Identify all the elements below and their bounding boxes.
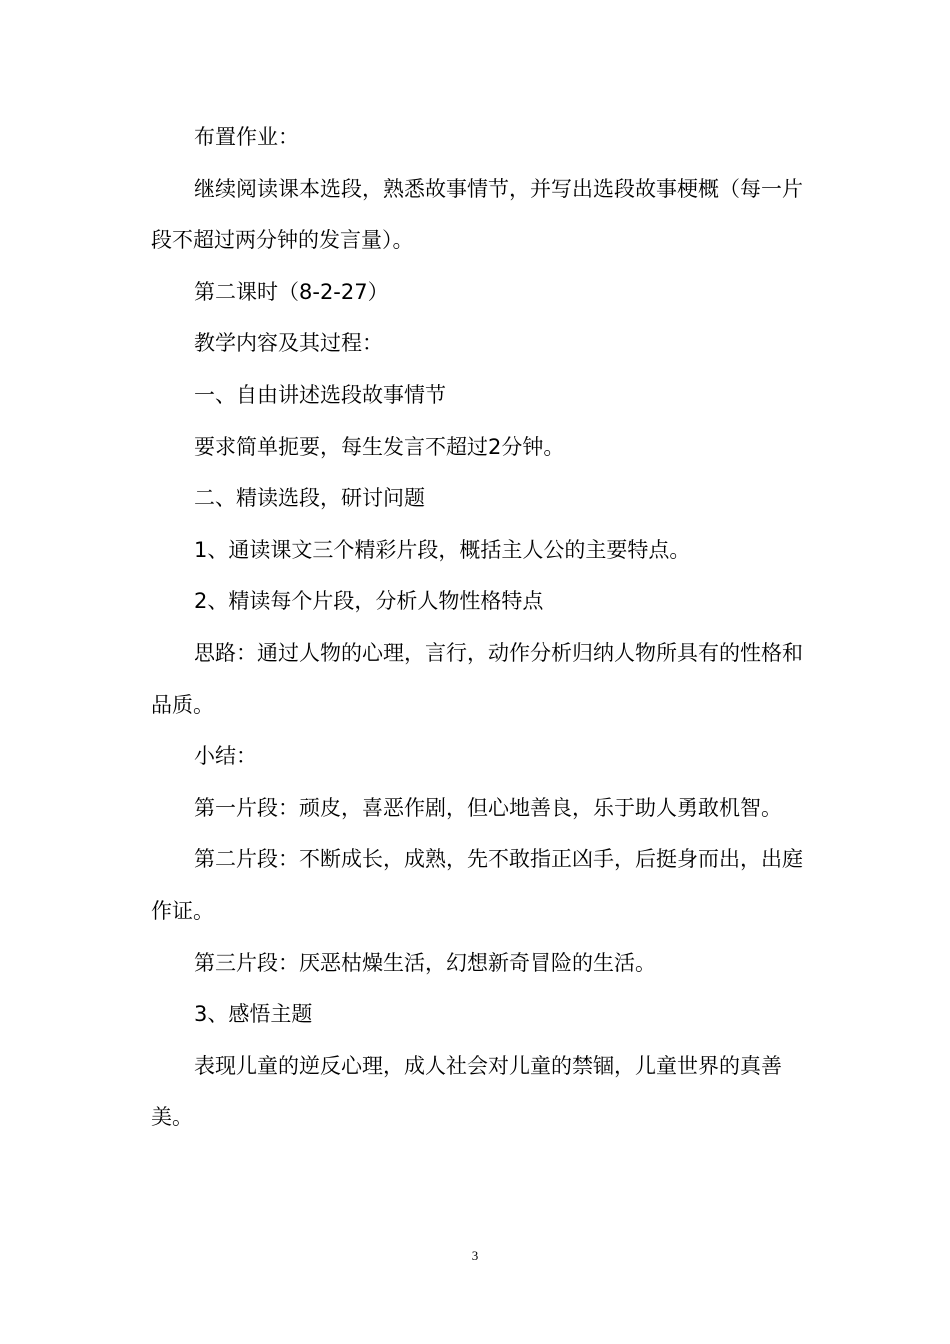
- paragraph-segment-one: 第一片段：顽皮，喜恶作剧，但心地善良，乐于助人勇敢机智。: [194, 795, 782, 820]
- paragraph-segment-three: 第三片段：厌恶枯燥生活，幻想新奇冒险的生活。: [194, 950, 656, 975]
- paragraph-section-one-requirement: 要求简单扼要，每生发言不超过2分钟。: [194, 434, 565, 459]
- paragraph-section-one: 一、自由讲述选段故事情节: [194, 382, 446, 407]
- paragraph-item-one: 1、通读课文三个精彩片段，概括主人公的主要特点。: [194, 537, 691, 562]
- paragraph-second-lesson: 第二课时（8-2-27）: [194, 279, 389, 304]
- paragraph-theme: 表现儿童的逆反心理，成人社会对儿童的禁锢，儿童世界的真善美。: [151, 1053, 782, 1130]
- paragraph-section-two: 二、精读选段，研讨问题: [194, 486, 425, 511]
- paragraph-item-three: 3、感悟主题: [194, 1002, 313, 1027]
- paragraph-approach: 思路：通过人物的心理，言行，动作分析归纳人物所具有的性格和品质。: [151, 640, 803, 717]
- paragraph-segment-two: 第二片段：不断成长，成熟，先不敢指正凶手，后挺身而出，出庭作证。: [151, 847, 803, 923]
- paragraph-summary-heading: 小结：: [194, 744, 257, 769]
- paragraph-teaching-content: 教学内容及其过程：: [194, 331, 383, 356]
- paragraph-assignment-heading: 布置作业：: [194, 125, 299, 149]
- paragraph-item-two: 2、精读每个片段，分析人物性格特点: [194, 589, 544, 614]
- document-body: [151, 112, 803, 1144]
- page-number: 3: [471, 1248, 479, 1263]
- paragraph-assignment-text: 继续阅读课本选段，熟悉故事情节，并写出选段故事梗概（每一片段不超过两分钟的发言量）。: [151, 176, 803, 253]
